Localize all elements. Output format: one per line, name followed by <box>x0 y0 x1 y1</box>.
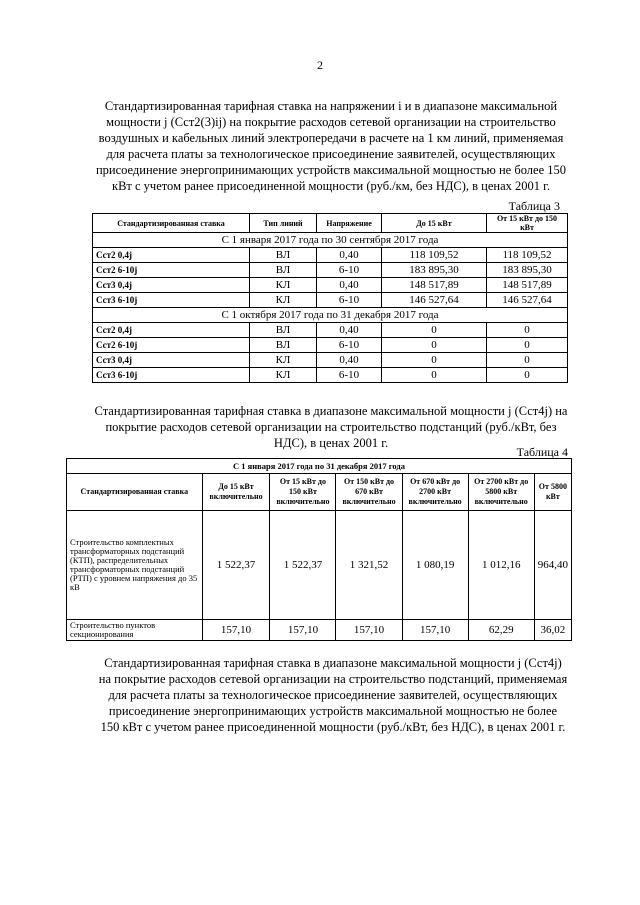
table4-cell: 36,02 <box>534 620 571 641</box>
table4-cell: 62,29 <box>468 620 534 641</box>
table4-cell: Строительство комплектных трансформаторных подстанций (КТП), распределительных трансформаторных подстанций (РТП) с уровнем напряжения до 35 кВ <box>67 511 203 620</box>
table3-cell: Сст2 6-10j <box>93 263 250 278</box>
table3-cell: 0 <box>487 323 568 338</box>
table-row <box>93 368 568 383</box>
table3-period1: С 1 января 2017 года по 30 сентября 2017 года <box>93 233 568 248</box>
table3-cell: 146 527,64 <box>487 293 568 308</box>
table3-header: Напряжение <box>317 214 382 233</box>
table4-cell: 964,40 <box>534 511 571 620</box>
table4-cell: 1 522,37 <box>270 511 336 620</box>
table3-period-row <box>93 308 568 323</box>
table3-cell: 0 <box>382 323 487 338</box>
table4-header: От 670 кВт до 2700 кВт включительно <box>402 474 468 511</box>
table3-header: От 15 кВт до 150 кВт <box>487 214 568 233</box>
table4-period: С 1 января 2017 года по 31 декабря 2017 года <box>67 459 572 474</box>
table3-cell: Сст3 6-10j <box>93 368 250 383</box>
table3-cell: 0 <box>487 353 568 368</box>
table-row <box>93 338 568 353</box>
table3-cell: Сст2 0,4j <box>93 248 250 263</box>
table4-cell: 157,10 <box>402 620 468 641</box>
table4-cell: 1 080,19 <box>402 511 468 620</box>
table3-cell: ВЛ <box>250 323 317 338</box>
section2-paragraph: Стандартизированная тарифная ставка в диапазоне максимальной мощности j (Сст4j) на покрытие расходов сетевой организации на строительство подстанций (руб./кВт, без НДС), в ценах 2001 г. <box>94 404 568 450</box>
table3-cell: 183 895,30 <box>487 263 568 278</box>
table4-cell: 157,10 <box>270 620 336 641</box>
table3-cell: 118 109,52 <box>382 248 487 263</box>
table3-cell: 146 527,64 <box>382 293 487 308</box>
table4-cell: 1 522,37 <box>202 511 270 620</box>
table3-period2: С 1 октября 2017 года по 31 декабря 2017 года <box>93 308 568 323</box>
table4-cell: 157,10 <box>336 620 402 641</box>
table4-header: От 5800 кВт <box>534 474 571 511</box>
table-row <box>93 248 568 263</box>
table3-cell: 0,40 <box>317 353 382 368</box>
table3-cell: 0 <box>382 353 487 368</box>
table3-header: Стандартизированная ставка <box>93 214 250 233</box>
table3-cell: Сст3 6-10j <box>93 293 250 308</box>
section3-paragraph: Стандартизированная тарифная ставка в диапазоне максимальной мощности j (Сст4j) на покрытие расходов сетевой организации на строительство подстанций, применяемая для расчета платы за технологическое присоединение заявителей, осуществляющих присоединение энергопринимающих устройств максимальной мощностью не более 150 кВт с учетом ранее присоединенной мощности (руб./кВт, без НДС), в ценах 2001 г. <box>98 656 568 734</box>
table3-cell: 0 <box>382 338 487 353</box>
table3 <box>92 213 568 383</box>
table4-header: От 2700 кВт до 5800 кВт включительно <box>468 474 534 511</box>
table3-cell: 0,40 <box>317 278 382 293</box>
table3-cell: Сст3 0,4j <box>93 278 250 293</box>
table4-header: Стандартизированная ставка <box>67 474 203 511</box>
table4-header-row <box>67 474 572 511</box>
table4-label: Таблица 4 <box>516 445 568 459</box>
table3-period-row <box>93 233 568 248</box>
section1-paragraph: Стандартизированная тарифная ставка на напряжении i и в диапазоне максимальной мощности j (Сст2(3)ij) на покрытие расходов сетевой организации на строительство воздушных и кабельных линий электропередачи в расчете на 1 км линий, применяемая для расчета платы за технологическое присоединение заявителей, осуществляющих присоединение энергопринимающих устройств максимальной мощностью не более 150 кВт с учетом ранее присоединенной мощности (руб./км, без НДС), в ценах 2001 г. <box>95 99 567 193</box>
table3-cell: КЛ <box>250 278 317 293</box>
table4 <box>66 458 572 641</box>
table3-cell: 183 895,30 <box>382 263 487 278</box>
table-row <box>93 278 568 293</box>
table3-cell: 6-10 <box>317 263 382 278</box>
table3-cell: КЛ <box>250 353 317 368</box>
table3-header: Тип линий <box>250 214 317 233</box>
table-row <box>93 293 568 308</box>
table3-header-row <box>93 214 568 233</box>
table3-cell: ВЛ <box>250 263 317 278</box>
table3-cell: 0 <box>487 368 568 383</box>
table3-cell: 148 517,89 <box>382 278 487 293</box>
table3-cell: Сст2 0,4j <box>93 323 250 338</box>
table4-cell: 1 321,52 <box>336 511 402 620</box>
table3-cell: 0,40 <box>317 323 382 338</box>
table3-cell: 0 <box>487 338 568 353</box>
table3-cell: 6-10 <box>317 293 382 308</box>
table3-cell: 118 109,52 <box>487 248 568 263</box>
table-row <box>93 263 568 278</box>
table-row <box>93 353 568 368</box>
table3-cell: 148 517,89 <box>487 278 568 293</box>
table3-cell: ВЛ <box>250 248 317 263</box>
table3-cell: 6-10 <box>317 338 382 353</box>
table3-cell: 0 <box>382 368 487 383</box>
table4-header: От 150 кВт до 670 кВт включительно <box>336 474 402 511</box>
table4-header: От 15 кВт до 150 кВт включительно <box>270 474 336 511</box>
table3-cell: ВЛ <box>250 338 317 353</box>
table4-cell: 1 012,16 <box>468 511 534 620</box>
table-row <box>93 323 568 338</box>
table4-cell: Строительство пунктов секционирования <box>67 620 203 641</box>
table3-label: Таблица 3 <box>508 199 560 213</box>
table-row <box>67 620 572 641</box>
table4-cell: 157,10 <box>202 620 270 641</box>
table4-header: До 15 кВт включительно <box>202 474 270 511</box>
table-row <box>67 511 572 620</box>
table3-header: До 15 кВт <box>382 214 487 233</box>
page-number: 2 <box>317 58 323 72</box>
table3-cell: 0,40 <box>317 248 382 263</box>
table3-cell: КЛ <box>250 293 317 308</box>
table3-cell: 6-10 <box>317 368 382 383</box>
table3-cell: КЛ <box>250 368 317 383</box>
table3-cell: Сст3 0,4j <box>93 353 250 368</box>
table3-cell: Сст2 6-10j <box>93 338 250 353</box>
table4-period-row <box>67 459 572 474</box>
